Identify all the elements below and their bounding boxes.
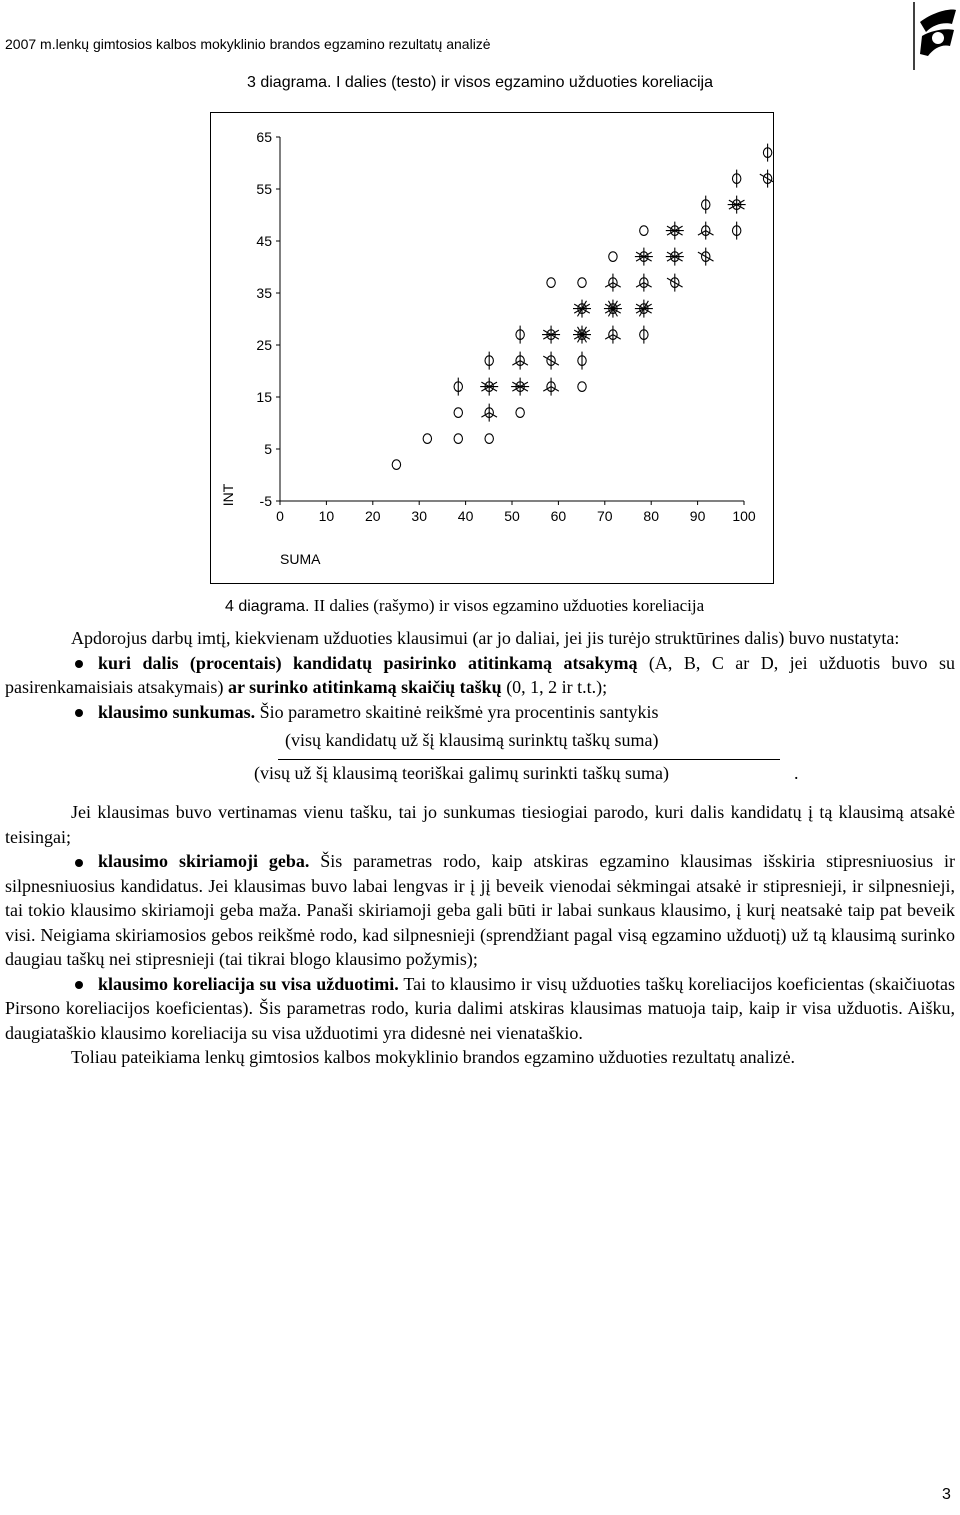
scatter-point (635, 248, 653, 266)
body-text (5, 626, 955, 1070)
x-tick-label: 80 (643, 508, 659, 524)
closing-paragraph: Toliau pateikiama lenkų gimtosios kalbos mokyklinio brandos egzamino užduoties rezultatų analizė. (71, 1047, 796, 1067)
scatter-point (543, 352, 559, 370)
scatter-point (605, 274, 621, 292)
bullet-item-3: klausimo skiriamoji geba. Šis parametras rodo, kaip atskiras egzamino klausimas išskiria stipresniuosius ir silpnesniuosius kandidatus. Jei klausimas buvo labai lengvas ir į jį beveik vienodai sėkmingai atsakė ir stipresnieji, ir silpnesnieji, tai tokio klausimo skiriamoji geba maža. Panaši skiriamoji geba gali būti ir labai sunkaus klausimo, į kurį neatsakė taip pat beveik visi. Neigiama skiriamosios gebos reikšmė rodo, kad silpnesnieji (sprendžiant pagal visą egzamino užduotį) už tą klausimą surinko daugiau taškų nei stipresnieji (tai tikrai blogo klausimo požymis); (5, 851, 955, 969)
y-axis-label: INT (220, 483, 236, 507)
x-tick-label: 60 (550, 508, 567, 524)
difficulty-paragraph: Jei klausimas buvo vertinamas vienu tašku, tai jo sunkumas tiesiogiai parodo, kuri dalis kandidatų į tą klausimą atsakė teisingai; (5, 802, 955, 847)
x-tick-label: 20 (365, 508, 381, 524)
scatter-point (604, 300, 622, 318)
publisher-logo (908, 2, 958, 70)
y-tick-label: 65 (256, 129, 272, 145)
fraction-line (278, 759, 780, 760)
scatter-point (516, 326, 524, 344)
scatter-point (454, 408, 462, 418)
scatter-point (640, 326, 648, 344)
x-tick-label: 40 (457, 508, 474, 524)
scatter-point (732, 170, 740, 188)
scatter-point (605, 326, 621, 344)
x-tick-label: 10 (318, 508, 335, 524)
scatter-point (454, 434, 462, 444)
formula-period: . (794, 763, 799, 783)
page-number: 3 (942, 1486, 951, 1503)
difficulty-formula (5, 728, 955, 796)
scatter-point (578, 352, 586, 370)
bullet-icon (5, 651, 98, 676)
scatter-point (543, 378, 559, 396)
scatter-point (666, 222, 684, 240)
figure-4-caption-rest: II dalies (rašymo) ir visos egzamino užduoties koreliacija (309, 596, 705, 615)
scatter-point (698, 248, 714, 266)
scatter-point (667, 274, 683, 292)
scatter-point (666, 248, 684, 266)
x-axis-label: SUMA (280, 551, 321, 567)
scatter-point (516, 408, 524, 418)
scatter-point (732, 222, 740, 240)
scatter-point (763, 144, 771, 162)
bullet-icon (5, 700, 98, 725)
scatter-point (392, 460, 400, 470)
scatter-point (698, 222, 714, 240)
scatter-point (609, 252, 617, 262)
x-tick-label: 30 (411, 508, 427, 524)
bullet-icon (5, 849, 98, 874)
scatter-point (635, 300, 653, 318)
x-tick-label: 90 (689, 508, 706, 524)
formula-numerator: (visų kandidatų už šį klausimą surinktų taškų suma) (285, 730, 659, 750)
scatter-point (573, 326, 591, 344)
scatter-point (512, 352, 528, 370)
scatter-point (578, 278, 586, 288)
y-tick-label: 45 (256, 233, 272, 249)
scatter-point (728, 196, 746, 214)
y-tick-label: 25 (256, 337, 272, 353)
y-tick-label: 15 (256, 389, 272, 405)
y-tick-label: 5 (264, 441, 272, 457)
bullet-item-4: klausimo koreliacija su visa užduotimi. Tai to klausimo ir visų užduoties taškų koreliacijos koeficientas (skaičiuotas Pirsono koreliacijos koeficientas). Šis parametras rodo, kuria dalimi atskiras klausimas matuoja taip, kaip ir visa užduotis. Aišku, daugiataškio klausimo koreliacija su visa užduotimi yra didesnė nei vienataškio. (5, 973, 955, 1043)
intro-paragraph: Apdorojus darbų imtį, kiekvienam užduoties klausimui (ar jo daliai, jei jis turėjo struktūrines dalis) buvo nustatyta: (71, 628, 900, 648)
scatter-point (485, 352, 493, 370)
formula-denominator: (visų už šį klausimą teoriškai galimų surinkti taškų suma) (254, 763, 669, 783)
scatter-point (640, 226, 648, 236)
x-tick-label: 100 (732, 508, 756, 524)
scatter-point (760, 170, 774, 188)
page-header-title: 2007 m.lenkų gimtosios kalbos mokyklinio brandos egzamino rezultatų analizė (5, 36, 491, 52)
bullet-icon (5, 972, 98, 997)
scatter-point (578, 382, 586, 392)
scatter-point (542, 326, 560, 344)
scatter-chart (210, 112, 774, 584)
x-tick-label: 70 (597, 508, 613, 524)
scatter-point (702, 196, 710, 214)
scatter-point (511, 378, 529, 396)
scatter-point (480, 378, 498, 396)
x-tick-label: 0 (276, 508, 284, 524)
scatter-point (454, 378, 462, 396)
bullet-item-2: klausimo sunkumas. Šio parametro skaitinė reikšmė yra procentinis santykis (5, 700, 955, 725)
y-tick-label: -5 (259, 493, 272, 509)
figure-4-caption (225, 596, 704, 616)
y-tick-label: 35 (256, 285, 272, 301)
x-tick-label: 50 (504, 508, 520, 524)
scatter-point (481, 404, 497, 422)
figure-4-caption-lead: 4 diagrama. (225, 598, 310, 615)
scatter-point (423, 434, 431, 444)
y-tick-label: 55 (256, 181, 272, 197)
figure-3-caption: 3 diagrama. I dalies (testo) ir visos egzamino užduoties koreliacija (247, 74, 713, 91)
scatter-point (636, 274, 652, 292)
bullet-item-1: kuri dalis (procentais) kandidatų pasirinko atitinkamą atsakymą (A, B, C ar D, jei užduotis buvo su pasirenkamaisiais atsakymais) ar surinko atitinkamą skaičių taškų (0, 1, 2 ir t.t.); (5, 652, 955, 697)
scatter-point (485, 434, 493, 444)
scatter-point (547, 278, 555, 288)
scatter-point (573, 300, 591, 318)
